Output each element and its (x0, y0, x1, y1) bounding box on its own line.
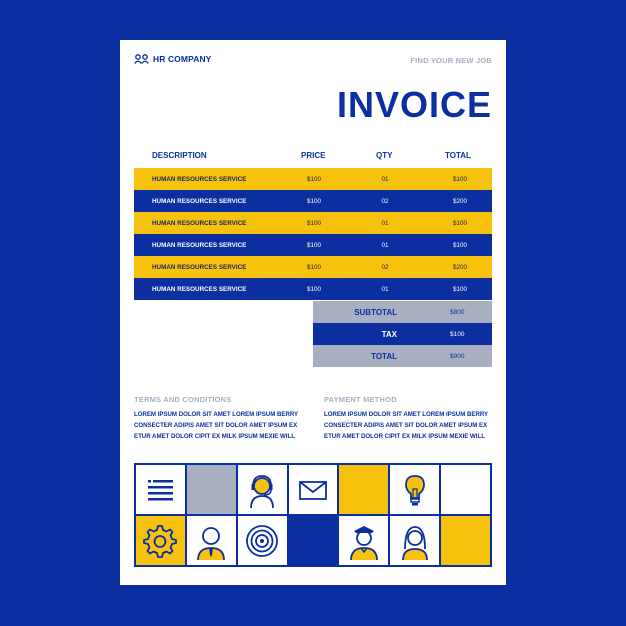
gear-icon (140, 521, 180, 561)
cell-total: $100 (452, 242, 467, 249)
table-header (134, 148, 492, 164)
total-value: $900 (450, 353, 465, 360)
cell-description: HUMAN RESOURCES SERVICE (152, 242, 247, 249)
tile (238, 516, 289, 567)
cell-qty: 01 (381, 176, 389, 183)
col-price: PRICE (301, 151, 326, 160)
payment-section (324, 395, 496, 442)
cell-total: $100 (452, 286, 467, 293)
terms-line: LOREM IPSUM DOLOR SIT AMET LOREM IPSUM BERRY (134, 411, 299, 418)
tax-value: $100 (450, 331, 465, 338)
icon-tile-grid (134, 463, 492, 567)
company-name: HR COMPANY (153, 54, 212, 64)
terms-line: CONSECTER ADIPIS AMET SIT DOLOR AMET IPSUM EX (134, 422, 298, 429)
total-row (313, 345, 492, 367)
tile (390, 465, 441, 516)
subtotal-row (313, 301, 492, 323)
tile (187, 516, 238, 567)
cell-price: $100 (306, 176, 321, 183)
cell-description: HUMAN RESOURCES SERVICE (152, 220, 247, 227)
subtotal-label: SUBTOTAL (354, 308, 397, 317)
cell-qty: 01 (381, 220, 389, 227)
tile (136, 516, 187, 567)
payment-title: PAYMENT METHOD (324, 395, 397, 404)
payment-line: CONSECTER ADIPIS AMET SIT DOLOR AMET IPSUM EX (324, 422, 488, 429)
cell-description: HUMAN RESOURCES SERVICE (152, 264, 247, 271)
document-lines-icon (140, 470, 180, 510)
invoice-summary (313, 301, 492, 367)
woman-headset-icon (242, 470, 282, 510)
company-brand (134, 54, 211, 64)
tile (441, 516, 492, 567)
envelope-icon (293, 470, 333, 510)
tile (339, 465, 390, 516)
cell-qty: 01 (381, 242, 389, 249)
cell-total: $200 (452, 264, 467, 271)
cell-qty: 02 (381, 198, 389, 205)
invoice-table (134, 168, 492, 300)
tax-row (313, 323, 492, 345)
table-row (134, 212, 492, 234)
terms-title: TERMS AND CONDITIONS (134, 395, 232, 404)
people-logo-icon (134, 54, 149, 64)
cell-price: $100 (306, 264, 321, 271)
tile (339, 516, 390, 567)
table-row (134, 278, 492, 300)
tagline: FIND YOUR NEW JOB (410, 56, 492, 65)
tile (390, 516, 441, 567)
woman-icon (395, 521, 435, 561)
tax-label: TAX (381, 330, 397, 339)
cell-total: $100 (452, 220, 467, 227)
payment-line: LOREM IPSUM DOLOR SIT AMET LOREM IPSUM BERRY (324, 411, 489, 418)
terms-section (134, 395, 306, 442)
col-description: DESCRIPTION (152, 151, 207, 160)
col-total: TOTAL (445, 151, 471, 160)
tile (441, 465, 492, 516)
tile (136, 465, 187, 516)
cell-total: $100 (452, 176, 467, 183)
table-row (134, 190, 492, 212)
col-qty: QTY (376, 151, 393, 160)
terms-line: ETUR AMET DOLOR CIPIT EX MILK IPSUM MEXIE WILL (134, 433, 295, 440)
cell-qty: 01 (381, 286, 389, 293)
tile (289, 516, 340, 567)
cell-price: $100 (306, 242, 321, 249)
man-tie-icon (191, 521, 231, 561)
table-row (134, 256, 492, 278)
lightbulb-icon (395, 470, 435, 510)
cell-description: HUMAN RESOURCES SERVICE (152, 286, 247, 293)
cell-description: HUMAN RESOURCES SERVICE (152, 176, 247, 183)
cell-qty: 02 (381, 264, 389, 271)
cell-total: $200 (452, 198, 467, 205)
tile (187, 465, 238, 516)
cell-price: $100 (306, 286, 321, 293)
cell-price: $100 (306, 198, 321, 205)
tile (238, 465, 289, 516)
tile (289, 465, 340, 516)
payment-line: ETUR AMET DOLOR CIPIT EX MILK IPSUM MEXIE WILL (324, 433, 485, 440)
invoice-page (120, 40, 506, 585)
table-row (134, 168, 492, 190)
officer-icon (344, 521, 384, 561)
total-label: TOTAL (371, 352, 397, 361)
cell-description: HUMAN RESOURCES SERVICE (152, 198, 247, 205)
invoice-title: INVOICE (336, 84, 492, 125)
subtotal-value: $800 (450, 309, 465, 316)
cell-price: $100 (306, 220, 321, 227)
target-icon (242, 521, 282, 561)
table-row (134, 234, 492, 256)
